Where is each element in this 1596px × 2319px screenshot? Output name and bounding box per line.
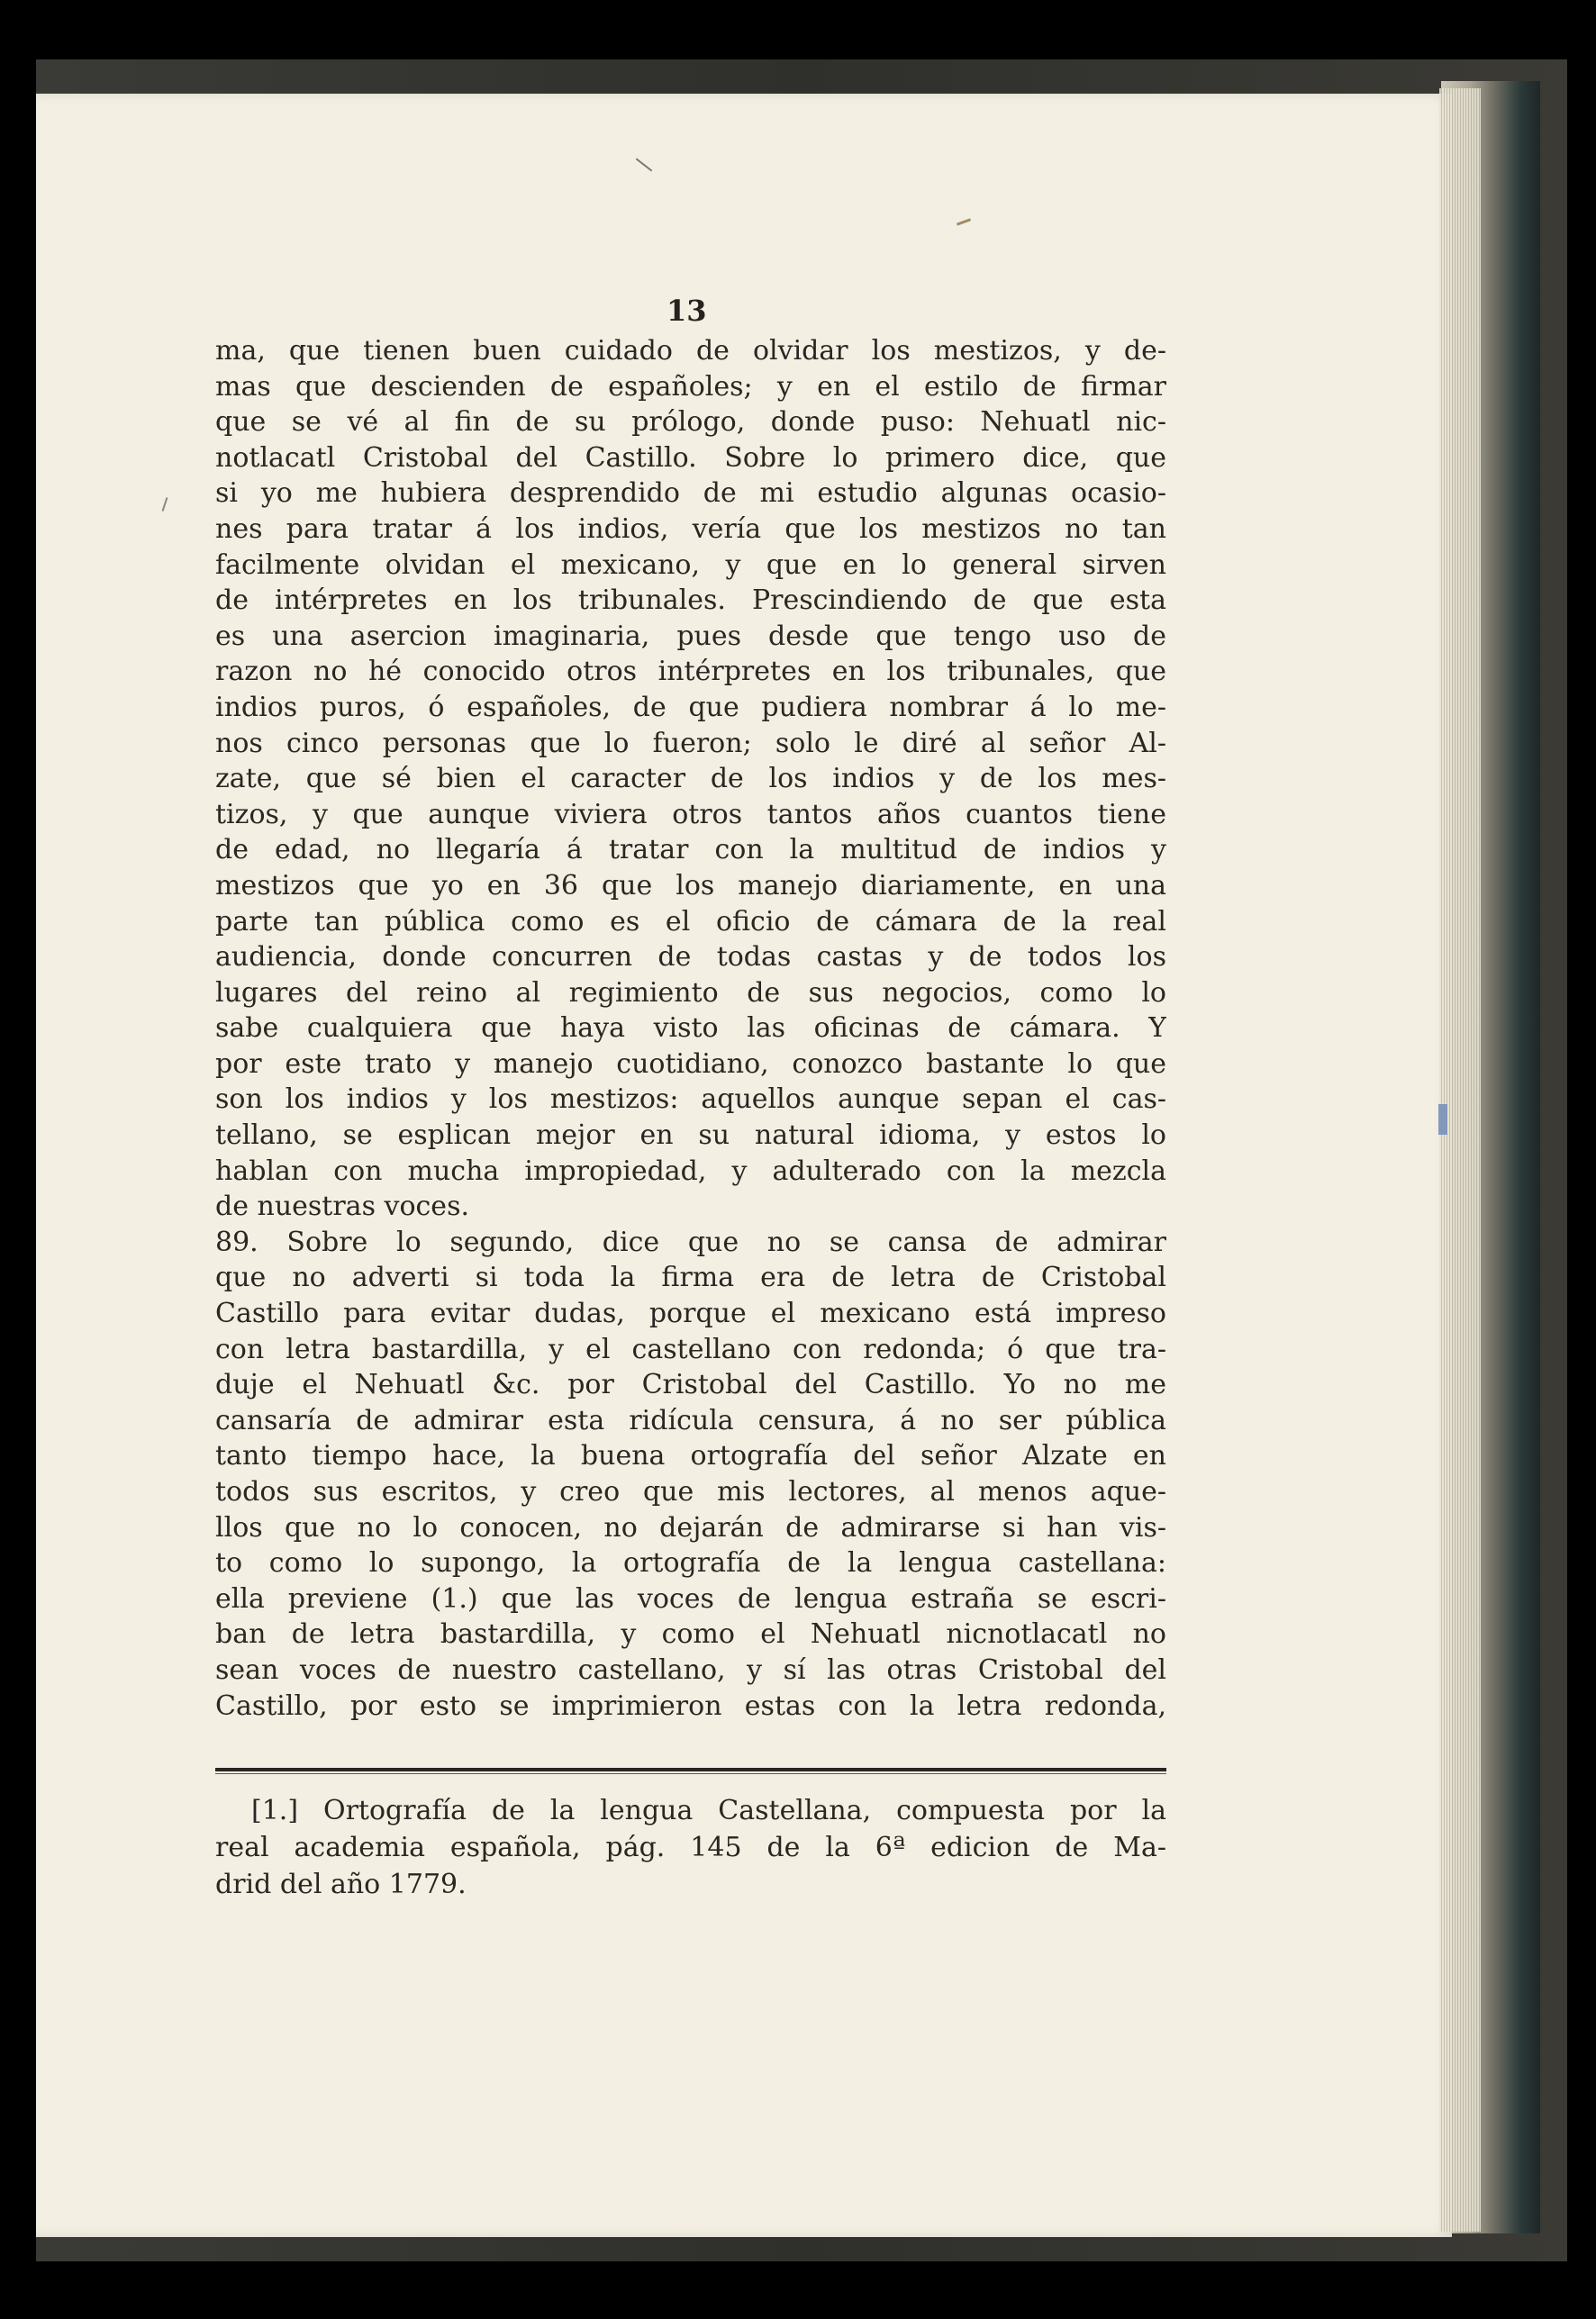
text-line: 89. Sobre lo segundo, dice que no se cansa de admirar — [215, 1226, 1166, 1258]
footnote-line: [1.] Ortografía de la lengua Castellana, compuesta por la — [251, 1795, 1166, 1826]
text-line: razon no hé conocido otros intérpretes en los tribunales, que — [215, 656, 1166, 688]
text-line: parte tan pública como es el oficio de cámara de la real — [215, 905, 1166, 938]
text-line: llos que no lo conocen, no dejarán de admirarse si han vis- — [215, 1511, 1166, 1544]
text-line: lugares del reino al regimiento de sus negocios, como lo — [215, 976, 1166, 1009]
text-line: ma, que tienen buen cuidado de olvidar los mestizos, y de- — [215, 335, 1166, 367]
footnote-line: real academia española, pág. 145 de la 6ª edicion de Ma- — [215, 1832, 1166, 1863]
text-line: de edad, no llegaría á tratar con la multitud de indios y — [215, 834, 1166, 866]
text-line: tellano, se esplican mejor en su natural idioma, y estos lo — [215, 1119, 1166, 1152]
text-line: nes para tratar á los indios, vería que los mestizos no tan — [215, 512, 1166, 545]
text-line: es una asercion imaginaria, pues desde que tengo uso de — [215, 620, 1166, 652]
text-line: mas que descienden de españoles; y en el estilo de firmar — [215, 370, 1166, 403]
footnote — [215, 1792, 1166, 1903]
blue-page-mark — [1438, 1104, 1447, 1135]
text-line: ban de letra bastardilla, y como el Nehuatl nicnotlacatl no — [215, 1618, 1166, 1651]
text-line: tizos, y que aunque viviera otros tantos años cuantos tiene — [215, 798, 1166, 830]
text-line: tanto tiempo hace, la buena ortografía del señor Alzate en — [215, 1440, 1166, 1472]
page-stack-edge — [1439, 88, 1481, 2232]
text-line: Castillo para evitar dudas, porque el mexicano está impreso — [215, 1298, 1166, 1330]
text-line: sean voces de nuestro castellano, y sí las otras Cristobal del — [215, 1653, 1166, 1686]
text-line: todos sus escritos, y creo que mis lectores, al menos aque- — [215, 1476, 1166, 1508]
text-line: facilmente olvidan el mexicano, y que en lo general sirven — [215, 548, 1166, 581]
text-line: sabe cualquiera que haya visto las oficinas de cámara. Y — [215, 1012, 1166, 1045]
footnote-rule-thin — [215, 1773, 1166, 1774]
text-line: to como lo supongo, la ortografía de la lengua castellana: — [215, 1547, 1166, 1580]
text-line: si yo me hubiera desprendido de mi estudio algunas ocasio- — [215, 477, 1166, 510]
text-line: Castillo, por esto se imprimieron estas con la letra redonda, — [215, 1689, 1166, 1722]
body-text — [215, 333, 1166, 1724]
page-number: 13 — [667, 294, 707, 328]
text-line: notlacatl Cristobal del Castillo. Sobre lo primero dice, que — [215, 441, 1166, 474]
text-line: indios puros, ó españoles, de que pudiera nombrar á lo me- — [215, 691, 1166, 723]
text-line: nos cinco personas que lo fueron; solo le diré al señor Al- — [215, 727, 1166, 759]
text-line: de nuestras voces. — [215, 1191, 469, 1223]
text-line: cansaría de admirar esta ridícula censura, á no ser pública — [215, 1404, 1166, 1436]
text-line: de intérpretes en los tribunales. Prescindiendo de que esta — [215, 584, 1166, 617]
text-line: por este trato y manejo cuotidiano, conozco bastante lo que — [215, 1047, 1166, 1080]
text-line: zate, que sé bien el caracter de los indios y de los mes- — [215, 763, 1166, 795]
text-line: que se vé al fin de su prólogo, donde puso: Nehuatl nic- — [215, 406, 1166, 439]
footnote-rule — [215, 1768, 1166, 1771]
footnote-line: drid del año 1779. — [215, 1869, 467, 1900]
text-line: duje el Nehuatl &c. por Cristobal del Castillo. Yo no me — [215, 1369, 1166, 1401]
text-line: con letra bastardilla, y el castellano con redonda; ó que tra- — [215, 1333, 1166, 1365]
text-line: audiencia, donde concurren de todas castas y de todos los — [215, 941, 1166, 974]
text-line: que no adverti si toda la firma era de letra de Cristobal — [215, 1262, 1166, 1294]
text-line: son los indios y los mestizos: aquellos aunque sepan el cas- — [215, 1083, 1166, 1116]
text-line: hablan con mucha impropiedad, y adulterado con la mezcla — [215, 1155, 1166, 1187]
text-line: mestizos que yo en 36 que los manejo diariamente, en una — [215, 869, 1166, 901]
text-line: ella previene (1.) que las voces de lengua estraña se escri- — [215, 1582, 1166, 1615]
